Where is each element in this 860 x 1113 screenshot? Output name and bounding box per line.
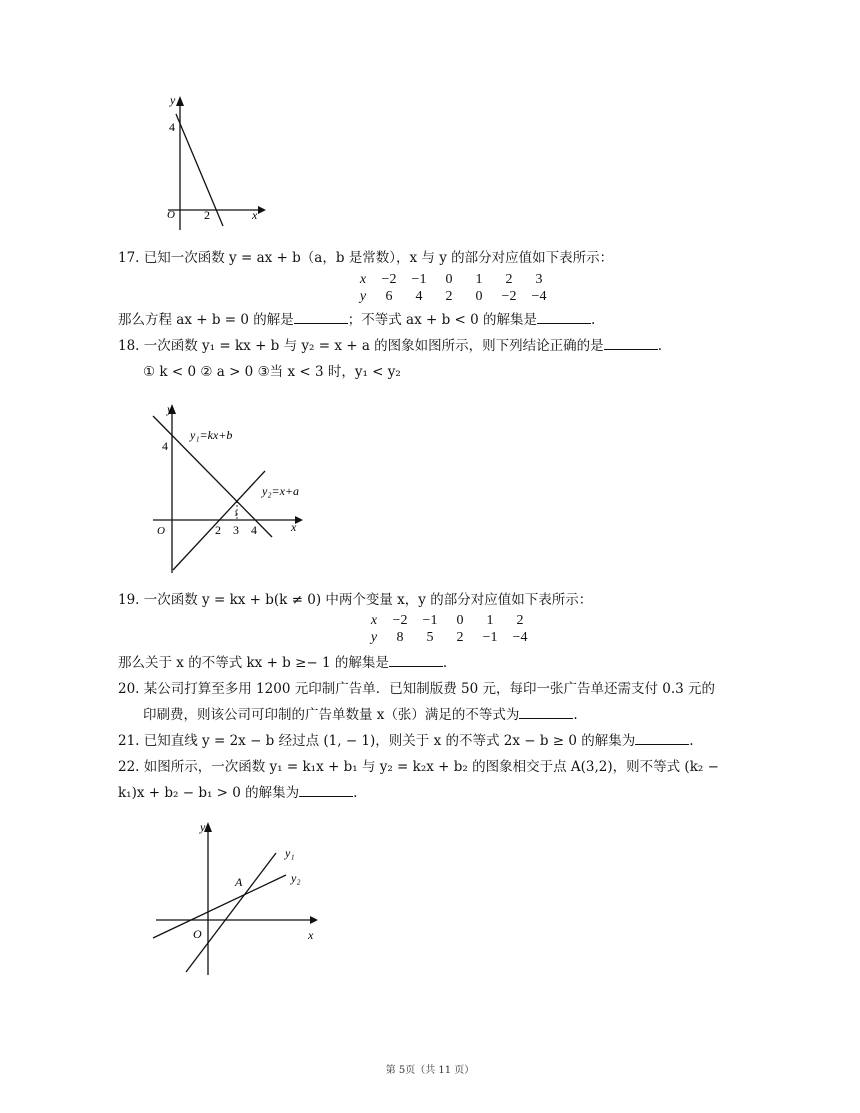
q22-line1: 22. 如图所示，一次函数 y₁ = k₁x + b₁ 与 y₂ = k₂x + b₂ 的图象相交于点 A(3,2)，则不等式 (k₂ − [118, 759, 719, 775]
q18-text-b: . [657, 338, 662, 354]
origin-label: O [157, 525, 165, 537]
q17-text-c: . [591, 312, 596, 328]
q20-line2 [143, 706, 578, 724]
y-axis-label: y [170, 93, 176, 107]
q19-x-label: x [370, 612, 378, 628]
q17-y-cell: 0 [475, 288, 483, 304]
graph-q18 [145, 398, 315, 578]
q17-x-cell: 0 [445, 271, 453, 287]
x-axis-arrow [258, 206, 266, 214]
q19-line1: 19. 一次函数 y = kx + b(k ≠ 0) 中两个变量 x，y 的部分对应值如下表所示： [118, 592, 593, 608]
answer-blank[interactable] [389, 654, 443, 667]
graph-q16 [160, 92, 270, 232]
q19-y-cell: −1 [482, 629, 498, 645]
answer-blank[interactable] [635, 732, 689, 745]
y-tick-label: 4 [162, 439, 168, 453]
q17-x-cell: 1 [475, 271, 483, 287]
y-axis-arrow [176, 96, 184, 106]
q19-table-row-y [363, 629, 535, 646]
q17-x-cell: 2 [505, 271, 513, 287]
q22-text-b: . [353, 785, 358, 801]
q19-y-cell: 5 [426, 629, 434, 645]
y-tick-label: 4 [169, 120, 175, 134]
point-a-label: A [235, 875, 243, 889]
q17-text-b: ；不等式 ax + b < 0 的解集是 [347, 312, 538, 328]
q17-table-row-y [352, 288, 554, 305]
origin-label: O [193, 927, 202, 941]
q17-line2 [118, 311, 595, 329]
q21-text-a: 21. 已知直线 y = 2x − b 经过点 (1, − 1)，则关于 x 的不等式 2x − b ≥ 0 的解集为 [118, 733, 636, 749]
q17-y-cell: 4 [415, 288, 423, 304]
q17-y-cell: 6 [385, 288, 393, 304]
answer-blank[interactable] [294, 311, 348, 324]
q19-x-cell: −2 [392, 612, 408, 628]
q20-text-a: 印刷费，则该公司可印制的广告单数量 x（张）满足的不等式为 [143, 707, 520, 723]
q17-x-cell: −2 [381, 271, 397, 287]
x-tick-label: 3 [233, 523, 239, 537]
q19-text-a: 那么关于 x 的不等式 kx + b ≥− 1 的解集是 [118, 655, 389, 671]
graph-q22 [148, 815, 323, 980]
small-tick-label: 1 [234, 509, 238, 518]
y1-line [186, 853, 276, 972]
x-tick-label: 4 [251, 523, 257, 537]
q17-table-row-x [352, 271, 554, 288]
answer-blank[interactable] [604, 337, 658, 350]
y2-line-label: y₂=x+a [262, 484, 300, 498]
q19-y-label: y [370, 629, 378, 645]
q19-y-cell: −4 [512, 629, 528, 645]
q19-table-row-x [363, 612, 535, 629]
y1-line-label: y₁=kx+b [190, 428, 233, 442]
q17-text-a: 那么方程 ax + b = 0 的解是 [118, 312, 294, 328]
q17-y-cell: 2 [445, 288, 453, 304]
q17-value-table [352, 271, 554, 305]
y-axis-label: y [167, 402, 173, 416]
x-tick-label: 2 [204, 208, 210, 222]
q20-line1: 20. 某公司打算至多用 1200 元印制广告单．已知制版费 50 元，每印一张广告单还需支付 0.3 元的 [118, 681, 716, 697]
q19-x-cell: −1 [422, 612, 438, 628]
q18-line1 [118, 337, 662, 355]
answer-blank[interactable] [537, 311, 591, 324]
y2-line-label: y₂ [291, 871, 301, 885]
q22-line2 [118, 784, 357, 802]
function-line [176, 114, 223, 226]
y1-line-label: y₁ [285, 846, 295, 860]
y-axis-label: y [200, 820, 206, 834]
q17-y-cell: −2 [501, 288, 517, 304]
q19-value-table [363, 612, 535, 646]
q17-line1: 17. 已知一次函数 y = ax + b（a，b 是常数），x 与 y 的部分对应值如下表所示： [118, 250, 614, 266]
answer-blank[interactable] [299, 784, 353, 797]
x-tick-label: 2 [215, 523, 221, 537]
q17-y-label: y [359, 288, 367, 304]
q21-line1 [118, 732, 694, 750]
q19-x-cell: 2 [516, 612, 524, 628]
q21-text-b: . [689, 733, 694, 749]
x-axis-label: x [252, 208, 258, 222]
q17-y-cell: −4 [531, 288, 547, 304]
q18-text-a: 18. 一次函数 y₁ = kx + b 与 y₂ = x + a 的图象如图所示，则下列结论正确的是 [118, 338, 604, 354]
q17-x-label: x [359, 271, 367, 287]
q19-y-cell: 2 [456, 629, 464, 645]
page-footer: 第 5页（共 11 页） [385, 1065, 475, 1076]
x-axis-label: x [291, 520, 297, 534]
q22-text-a: k₁)x + b₂ − b₁ > 0 的解集为 [118, 785, 300, 801]
q17-x-cell: −1 [411, 271, 427, 287]
x-axis-label: x [308, 928, 314, 942]
answer-blank[interactable] [519, 706, 573, 719]
x-axis-arrow [310, 916, 318, 924]
origin-label: O [167, 209, 175, 221]
q17-x-cell: 3 [535, 271, 543, 287]
q19-x-cell: 1 [486, 612, 494, 628]
q19-x-cell: 0 [456, 612, 464, 628]
q19-line2 [118, 654, 447, 672]
q20-text-b: . [573, 707, 578, 723]
q19-text-b: . [442, 655, 448, 671]
q18-line2: ① k < 0 ② a > 0 ③当 x < 3 时，y₁ < y₂ [143, 364, 401, 380]
q19-y-cell: 8 [396, 629, 404, 645]
